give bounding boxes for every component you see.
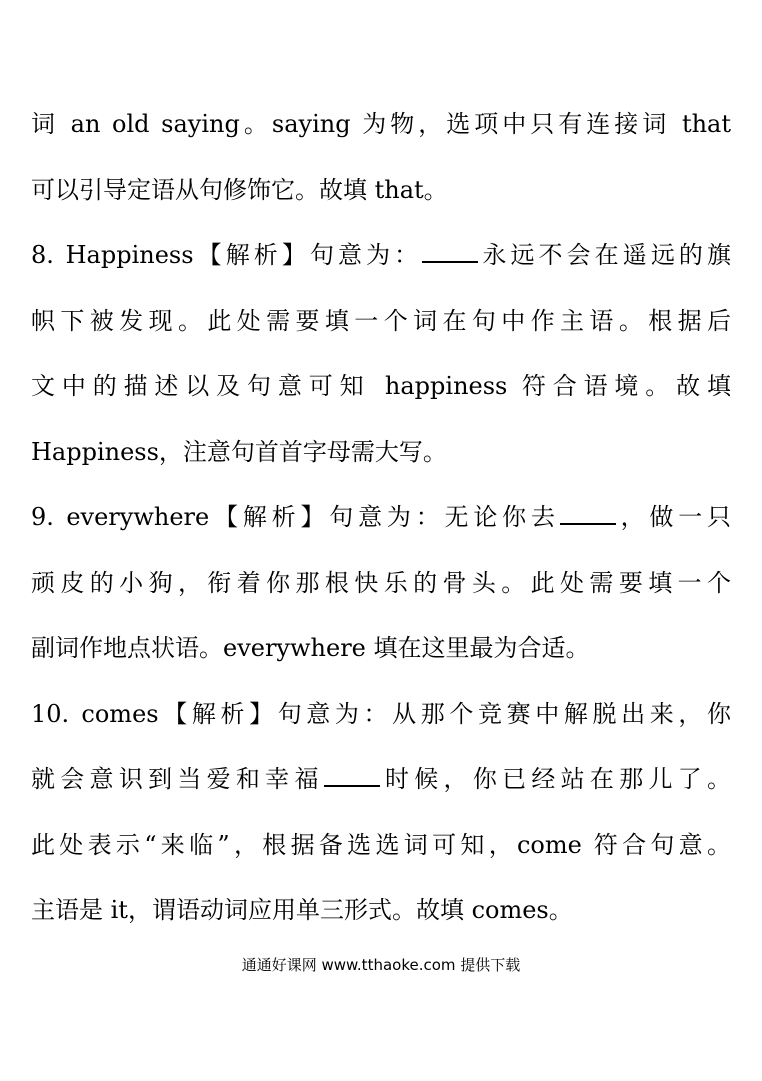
text-line: 主语是 it，谓语动词应用单三形式。故填 comes。 [31,896,573,924]
line-text-before-blank: 8. Happiness【解析】句意为： [31,241,423,269]
fill-in-blank [560,501,616,525]
line-text-before-blank: 就会意识到当爱和幸福 [31,765,324,793]
fill-in-blank [324,763,380,787]
text-line: 词 an old saying。saying 为物，选项中只有连接词 that [31,110,731,138]
text-line: 帜下被发现。此处需要填一个词在句中作主语。根据后 [31,306,731,335]
line-text-after-blank: ，做一只 [615,503,731,531]
line-text-after-blank: 时候，你已经站在那儿了。 [379,765,731,793]
text-line: 副词作地点状语。everywhere 填在这里最为合适。 [31,634,590,662]
answer-explanation-text [31,98,731,950]
text-line-with-blank [31,491,731,557]
text-line-with-blank [31,229,731,295]
text-line: 此处表示“来临”，根据备选选词可知，come 符合句意。 [31,830,731,859]
text-line: 文中的描述以及句意可知 happiness 符合语境。故填 [31,372,731,400]
line-text-after-blank: 永远不会在遥远的旗 [478,241,731,269]
text-line: Happiness，注意句首首字母需大写。 [31,437,447,466]
text-line: 10. comes【解析】句意为：从那个竞赛中解脱出来，你 [31,699,731,728]
text-line: 顽皮的小狗，衔着你那根快乐的骨头。此处需要填一个 [31,568,731,597]
page-footer: 通通好课网 www.tthaoke.com 提供下载 [241,956,521,974]
text-line-with-blank [31,753,731,819]
fill-in-blank [422,239,478,263]
text-line: 可以引导定语从句修饰它。故填 that。 [31,175,448,204]
line-text-before-blank: 9. everywhere【解析】句意为：无论你去 [31,503,560,531]
